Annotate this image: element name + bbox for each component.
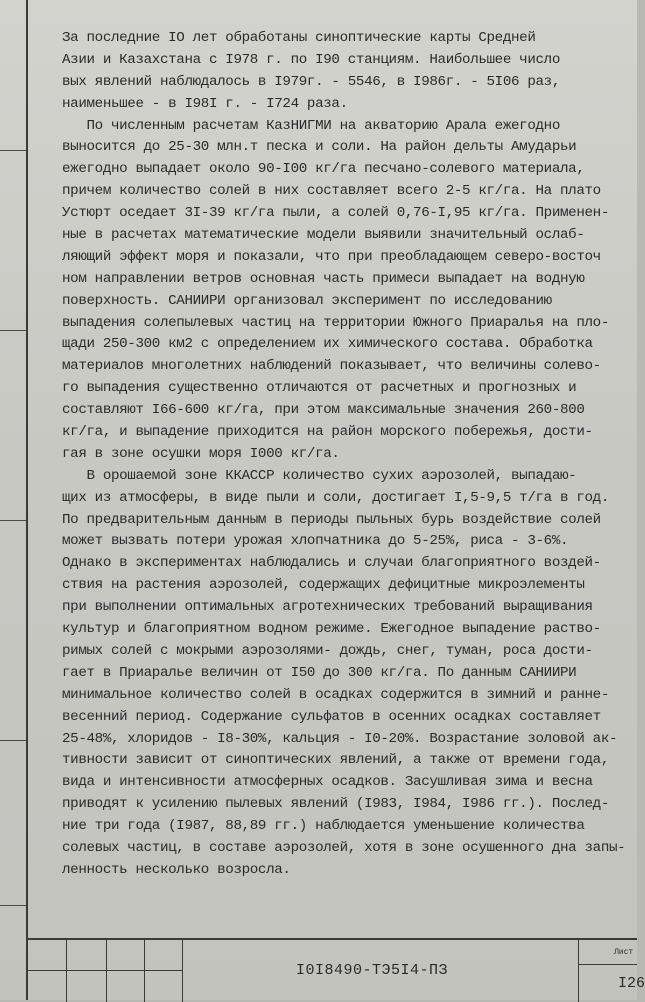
text-line: выносится до 25-30 млн.т песка и соли. На район дельты Амударьи (62, 139, 577, 156)
title-block-divider (106, 940, 107, 1002)
text-line: наименьшее - в I98I г. - I724 раза. (62, 95, 348, 112)
margin-tick (0, 150, 26, 151)
text-line: ленность несколько возросла. (62, 861, 291, 878)
margin-tick (0, 905, 26, 906)
text-line: щих из атмосферы, в виде пыли и соли, достигает I,5-9,5 т/га в год. (62, 489, 609, 506)
text-line: Однако в экспериментах наблюдались и случаи благоприятного воздей- (62, 555, 601, 572)
title-block-divider (26, 970, 182, 971)
sheet-number: I26 (618, 975, 645, 992)
text-line: По предварительным данным в периоды пыльных бурь воздействие солей (62, 511, 601, 528)
text-line: ляющий эффект моря и показали, что при преобладающем северо-восточ (62, 248, 601, 265)
text-line: ном направлении ветров основная часть примеси выпадает на водную (62, 270, 585, 287)
text-line: тивности зависит от синоптических явлений, а также от времени года, (62, 752, 609, 769)
text-line: может вызвать потери урожая хлопчатника до 5-25%, риса - 3-6%. (62, 533, 569, 550)
text-line: весенний период. Содержание сульфатов в осенних осадках составляет (62, 708, 601, 725)
body-text (62, 28, 626, 882)
margin-tick (0, 520, 26, 521)
text-line: ежегодно выпадает около 90-I00 кг/га песчано-солевого материала, (62, 161, 585, 178)
title-block-divider (578, 940, 579, 1002)
text-line: Устюрт оседает 3I-39 кг/га пыли, а солей 0,76-I,95 кг/га. Применен- (62, 205, 609, 222)
title-block (26, 938, 645, 1002)
text-line: минимальное количество солей в осадках содержится в зимний и ранне- (62, 686, 609, 703)
text-line: Азии и Казахстана с I978 г. по I90 станциям. Наибольшее число (62, 51, 560, 68)
text-line: солевых частиц, в составе аэрозолей, хотя в зоне осушенного дна запы- (62, 839, 626, 856)
text-line: вида и интенсивности атмосферных осадков. Засушливая зима и весна (62, 774, 593, 791)
title-block-divider (182, 940, 183, 1002)
text-line: культур и благоприятном водном режиме. Ежегодное выпадение раство- (62, 621, 601, 638)
binding-margin (0, 0, 26, 1000)
text-line: ные в расчетах математические модели выявили значительный ослаб- (62, 227, 585, 244)
title-block-divider (66, 940, 67, 1002)
margin-tick (0, 330, 26, 331)
text-line: кг/га, и выпадение приходится на район морского побережья, дости- (62, 424, 593, 441)
text-line: материалов многолетних наблюдений показывает, что величины солево- (62, 358, 601, 375)
sheet-label: Лист (614, 948, 634, 957)
text-line: приводят к усилению пылевых явлений (I983, I984, I986 гг.). Послед- (62, 796, 609, 813)
margin-tick (0, 740, 26, 741)
text-line: составляют I66-600 кг/га, при этом максимальные значения 260-800 (62, 402, 585, 419)
text-line: ние три года (I987, 88,89 гг.) наблюдается уменьшение количества (62, 818, 585, 835)
text-line: В орошаемой зоне ККАССР количество сухих аэрозолей, выпадаю- (62, 467, 577, 484)
text-line: По численным расчетам КазНИГМИ на акваторию Арала ежегодно (62, 117, 560, 134)
text-line: щади 250-300 км2 с определением их химического состава. Обработка (62, 336, 593, 353)
text-line: За последние IO лет обработаны синоптические карты Средней (62, 30, 536, 46)
frame-left-border (26, 0, 28, 1000)
text-line: вых явлений наблюдалось в I979г. - 5546, в I986г. - 5I06 раз, (62, 73, 560, 90)
title-block-divider (578, 964, 637, 965)
title-block-divider (144, 940, 145, 1002)
document-code: I0I8490-ТЭ5I4-ПЗ (296, 962, 449, 979)
text-line: римых солей с мокрыми аэрозолями- дождь, снег, туман, роса дости- (62, 642, 593, 659)
text-line: го выпадения существенно отличаются от расчетных и прогнозных и (62, 380, 577, 397)
text-line: гая в зоне осушки моря I000 кг/га. (62, 445, 340, 462)
text-line: выпадения солепылевых частиц на территории Южного Приаралья на пло- (62, 314, 609, 331)
text-line: поверхность. САНИИРИ организовал эксперимент по исследованию (62, 292, 552, 309)
text-line: 25-48%, хлоридов - I8-30%, кальция - I0-20%. Возрастание золовой ак- (62, 730, 618, 747)
text-line: при выполнении оптимальных агротехнических требований выращивания (62, 599, 593, 616)
text-line: гает в Приаралье величин от I50 до 300 кг/га. По данным САНИИРИ (62, 664, 577, 681)
text-line: причем количество солей в них составляет всего 2-5 кг/га. На плато (62, 183, 601, 200)
text-line: ствия на растения аэрозолей, содержащих дефицитные микроэлементы (62, 577, 585, 594)
